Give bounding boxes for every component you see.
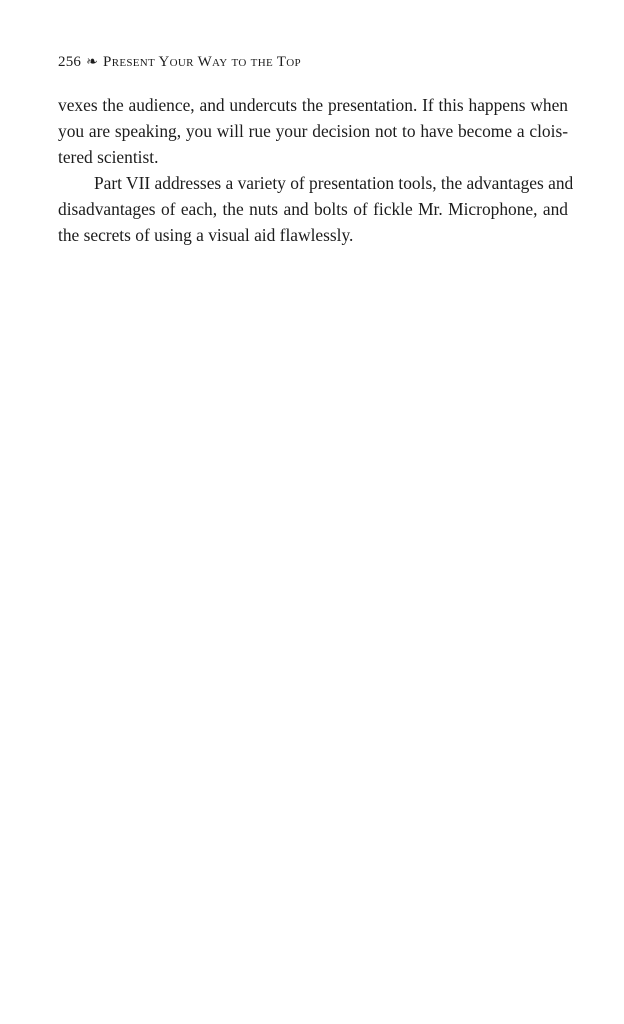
text-line: vexes the audience, and undercuts the presentation. If this happens when xyxy=(58,95,568,115)
text-line: Part VII addresses a variety of presentation tools, the advantages and xyxy=(94,173,574,193)
paragraph-2 xyxy=(58,170,574,248)
running-head-title: Present Your Way to the Top xyxy=(103,54,301,70)
page-number: 256 xyxy=(58,54,82,70)
text-line: the secrets of using a visual aid flawlessly. xyxy=(58,225,354,245)
text-line: disadvantages of each, the nuts and bolts of fickle Mr. Microphone, and xyxy=(58,199,568,219)
body-text xyxy=(58,92,574,248)
paragraph-1 xyxy=(58,92,568,170)
book-page xyxy=(58,52,574,248)
text-line: you are speaking, you will rue your decision not to have become a clois- xyxy=(58,121,568,141)
running-head xyxy=(58,52,568,72)
text-line: tered scientist. xyxy=(58,147,159,167)
fleuron-ornament-icon: ❧ xyxy=(86,55,99,70)
